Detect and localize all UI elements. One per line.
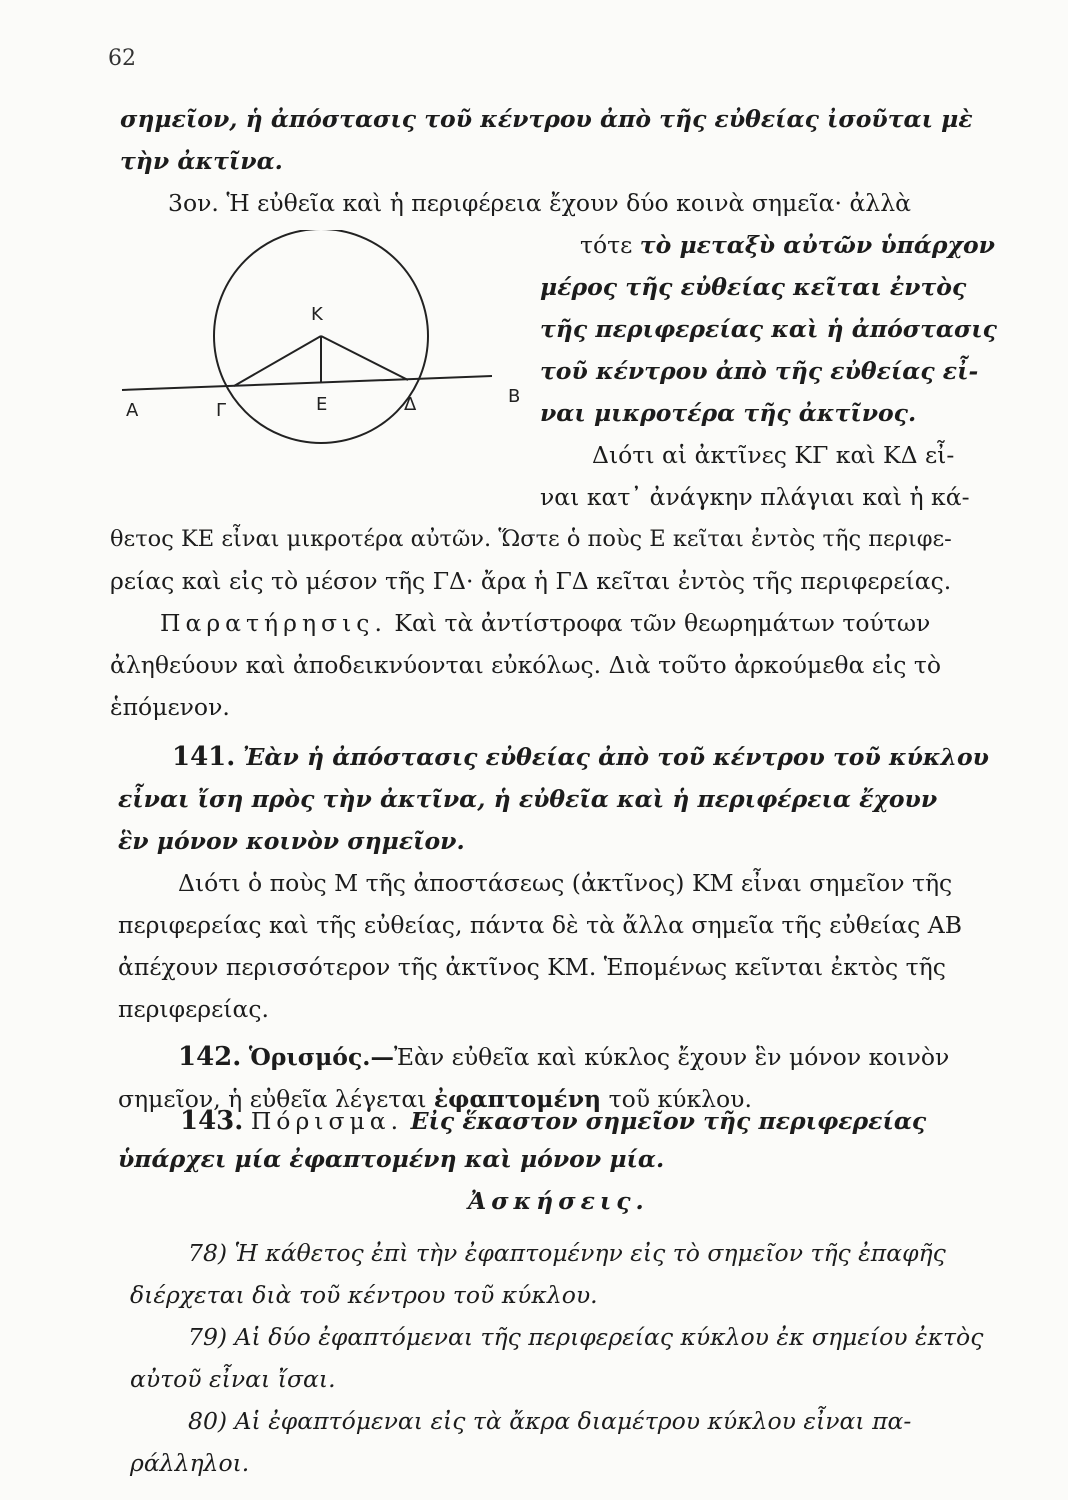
definition-label: Ὁρισμός.— [248, 1043, 394, 1071]
text-line [580, 224, 995, 266]
corollary-text: Εἰς ἕκαστον σημεῖον τῆς περιφερείας [410, 1107, 927, 1135]
label-g: Γ [216, 400, 227, 421]
proof-line: περιφερείας καὶ τῆς εὐθείας, πάντα δὲ τὰ ἄλλα σημεῖα τῆς εὐθείας ΑΒ [118, 911, 962, 939]
theorem-141 [172, 736, 989, 778]
label-a: Α [126, 400, 139, 421]
case-3-text: Ἡ εὐθεῖα καὶ ἡ περιφέρεια ἔχουν δύο κοινὰ σημεῖα· ἀλλὰ [226, 189, 911, 217]
remark-text: Καὶ τὰ ἀντίστροφα τῶν θεωρημάτων τούτων [394, 609, 931, 637]
exercise-78: 78) Ἡ κάθετος ἐπὶ τὴν ἐφαπτομένην εἰς τὸ σημεῖον τῆς ἐπαφῆς [188, 1239, 946, 1267]
label-b: Β [508, 386, 521, 407]
theorem-text: εἶναι ἴση πρὸς τὴν ἀκτῖνα, ἡ εὐθεῖα καὶ ἡ περιφέρεια ἔχουν [118, 785, 938, 813]
proof-line: ἀπέχουν περισσότερον τῆς ἀκτῖνος ΚΜ. Ἑπομένως κεῖνται ἐκτὸς τῆς [118, 953, 946, 981]
page-number: 62 [108, 46, 136, 71]
text-span: τοῦ κύκλου. [601, 1085, 752, 1113]
definition-142 [178, 1036, 949, 1078]
text-line: ἀληθεύουν καὶ ἀποδεικνύονται εὐκόλως. Διὰ τοῦτο ἀρκούμεθα εἰς τὸ [110, 651, 942, 679]
circle-secant-figure [112, 230, 542, 445]
text-line: τοῦ κέντρου ἀπὸ τῆς εὐθείας εἶ- [540, 357, 979, 385]
text-line: ρείας καὶ εἰς τὸ μέσον τῆς ΓΔ· ἄρα ἡ ΓΔ κεῖται ἐντὸς τῆς περιφερείας. [110, 567, 952, 595]
text-line: ἑπόμενον. [110, 693, 230, 721]
text-line: μέρος τῆς εὐθείας κεῖται ἐντὸς [540, 273, 967, 301]
definition-text: Ἐὰν εὐθεῖα καὶ κύκλος ἔχουν ἓν μόνον κοινὸν [393, 1043, 950, 1071]
text-span: τότε [580, 231, 640, 259]
label-d: Δ [404, 394, 417, 415]
section-number: 142. [178, 1042, 242, 1072]
section-number: 143. [180, 1106, 244, 1136]
exercise-80: 80) Αἱ ἐφαπτόμεναι εἰς τὰ ἄκρα διαμέτρου κύκλου εἶναι πα- [188, 1407, 912, 1435]
remark-label: Παρατήρησις. [160, 609, 387, 637]
label-k: Κ [311, 304, 323, 325]
theorem-text: Ἐὰν ἡ ἀπόστασις εὐθείας ἀπὸ τοῦ κέντρου τοῦ κύκλου [242, 743, 989, 771]
proof-line: περιφερείας. [118, 995, 269, 1023]
corollary-143 [180, 1100, 926, 1142]
radius-kd [321, 336, 408, 380]
radius-kg [234, 336, 321, 386]
text-line: ναι κατ᾽ ἀνάγκην πλάγιαι καὶ ἡ κά- [540, 483, 970, 511]
remark-line [160, 602, 930, 644]
text-span-bold: τὸ μεταξὺ αὐτῶν ὑπάρχον [639, 231, 995, 259]
text-line: τῆς περιφερείας καὶ ἡ ἀπόστασις [540, 315, 997, 343]
case-3-line [168, 182, 911, 224]
corollary-label: Πόρισμα. [250, 1107, 404, 1135]
text-line: τὴν ἀκτῖνα. [120, 147, 283, 175]
exercise-79: 79) Αἱ δύο ἐφαπτόμεναι τῆς περιφερείας κύκλου ἐκ σημείου ἐκτὸς [188, 1323, 984, 1351]
term-tangent: ἐφαπτομένη [433, 1085, 602, 1113]
exercises-heading: Ἀσκήσεις. [468, 1187, 649, 1215]
line-ab [122, 376, 492, 390]
text-span: σημεῖον, ἡ εὐθεῖα λέγεται [118, 1085, 434, 1113]
text-line: σημεῖον, ἡ ἀπόστασις τοῦ κέντρου ἀπὸ τῆς εὐθείας ἰσοῦται μὲ [120, 105, 973, 133]
exercise-79-cont: αὐτοῦ εἶναι ἴσαι. [130, 1365, 336, 1393]
proof-line: Διότι ὁ ποὺς Μ τῆς ἀποστάσεως (ἀκτῖνος) ΚΜ εἶναι σημεῖον τῆς [178, 869, 953, 897]
text-line: Διότι αἱ ἀκτῖνες ΚΓ καὶ ΚΔ εἶ- [592, 441, 955, 469]
section-number: 141. [172, 742, 236, 772]
exercise-80-cont: ράλληλοι. [130, 1449, 250, 1477]
theorem-text: ἓν μόνον κοινὸν σημεῖον. [118, 827, 465, 855]
corollary-text: ὑπάρχει μία ἐφαπτομένη καὶ μόνον μία. [118, 1145, 665, 1173]
exercise-78-cont: διέρχεται διὰ τοῦ κέντρου τοῦ κύκλου. [130, 1281, 598, 1309]
case-3-label: 3ον. [168, 189, 219, 217]
text-line: θετος ΚΕ εἶναι μικροτέρα αὐτῶν. Ὥστε ὁ ποὺς Ε κεῖται ἐντὸς τῆς περιφε- [110, 526, 952, 552]
label-e: Ε [316, 394, 328, 415]
text-line: ναι μικροτέρα τῆς ἀκτῖνος. [540, 399, 917, 427]
